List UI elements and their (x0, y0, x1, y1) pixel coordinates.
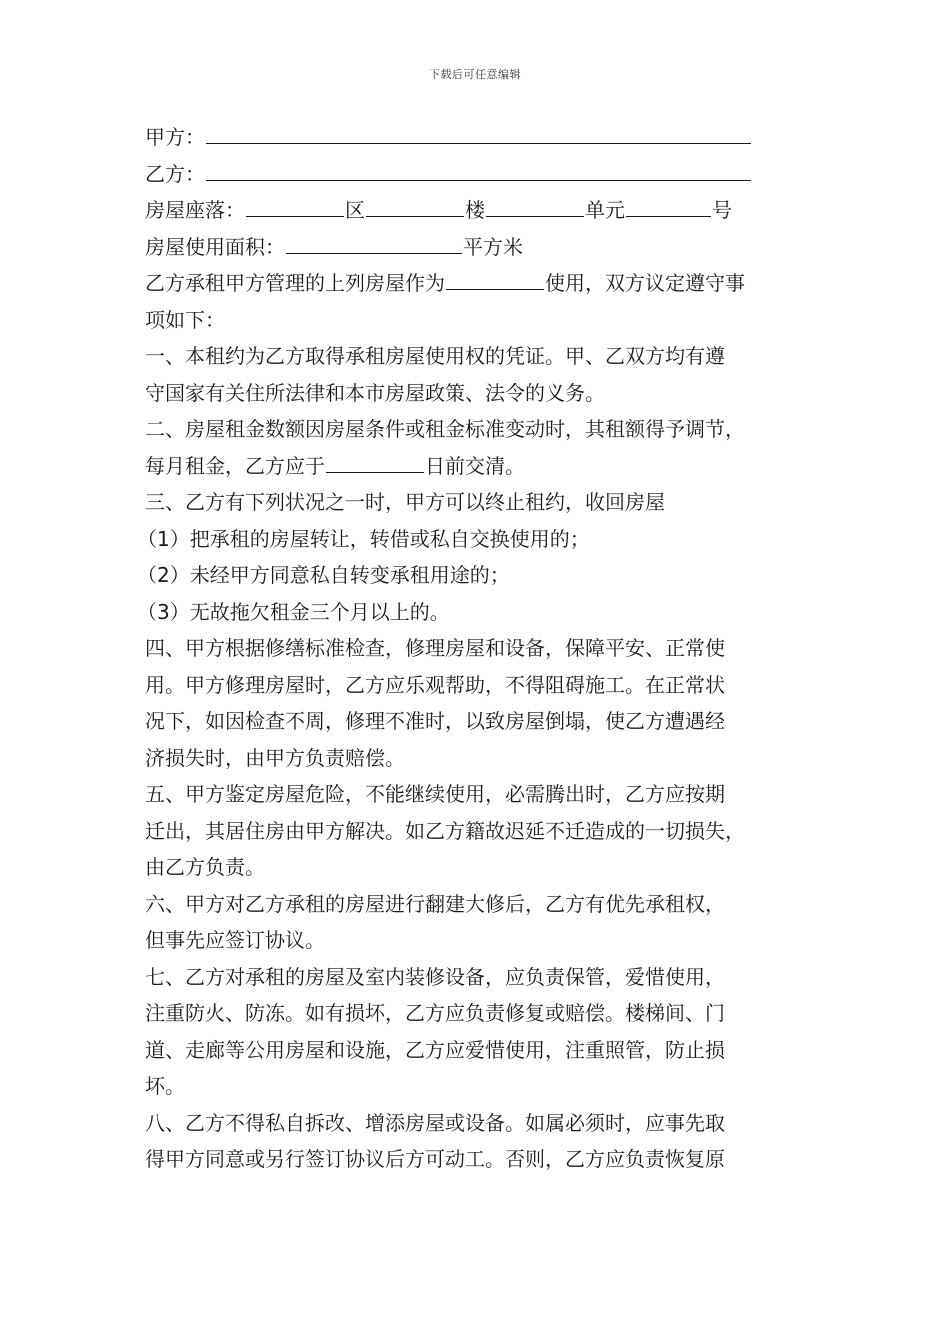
clause-7-line-1: 七、乙方对承租的房屋及室内装修设备，应负责保管，爱惜使用， (145, 964, 725, 989)
clause-5-line-3: 由乙方负责。 (145, 855, 265, 879)
contract-body (137, 119, 825, 1178)
clause-2-line-1: 二、房屋租金数额因房屋条件或租金标准变动时，其租额得予调节， (145, 417, 745, 441)
rent-text-a: 每月租金，乙方应于 (145, 453, 325, 478)
building-label: 楼 (465, 198, 485, 222)
area-unit: 平方米 (463, 234, 523, 259)
clause-3-item-2: （2）未经甲方同意私自转变承租用途的； (137, 563, 510, 587)
clause-3-item-1: （1）把承租的房屋转让，转借或私自交换使用的； (137, 526, 590, 551)
usage-blank[interactable] (446, 265, 544, 290)
location-label: 房屋座落： (145, 198, 245, 222)
clause-7-line-4: 坏。 (145, 1074, 185, 1098)
rent-date-blank[interactable] (326, 448, 424, 473)
text-line: 项如下： (145, 307, 225, 332)
party-b-label: 乙方： (145, 161, 205, 186)
area-blank[interactable] (286, 229, 462, 254)
clause-5-line-2: 迁出，其居住房由甲方解决。如乙方籍故迟延不迁造成的一切损失， (145, 818, 745, 843)
party-b-line (145, 156, 825, 193)
clause-1-line-2: 守国家有关住所法律和本市房屋政策、法令的义务。 (145, 380, 605, 405)
building-blank[interactable] (366, 192, 464, 217)
usage-text-b: 使用，双方议定遵守事 (545, 271, 745, 295)
clause-3-item-3: （3）无故拖欠租金三个月以上的。 (137, 599, 450, 624)
unit-blank[interactable] (486, 192, 584, 217)
clause-1-line-1: 一、本租约为乙方取得承租房屋使用权的凭证。甲、乙双方均有遵 (145, 344, 725, 368)
party-a-line (145, 119, 825, 156)
area-label: 房屋使用面积： (145, 234, 285, 259)
location-line (145, 192, 825, 229)
clause-2-line-2 (145, 448, 825, 485)
number-label: 号 (712, 198, 732, 222)
clause-8-line-1: 八、乙方不得私自拆改、增添房屋或设备。如属必须时，应事先取 (145, 1110, 725, 1135)
clause-5-line-1: 五、甲方鉴定房屋危险，不能继续使用，必需腾出时，乙方应按期 (145, 782, 725, 806)
clause-4-line-3: 况下，如因检查不周，修理不准时，以致房屋倒塌，使乙方遭遇经 (145, 709, 725, 733)
rent-text-b: 日前交清。 (425, 453, 525, 478)
clause-8-line-2: 得甲方同意或另行签订协议后方可动工。否则，乙方应负责恢复原 (145, 1147, 725, 1171)
clause-6-line-2: 但事先应签订协议。 (145, 928, 325, 952)
clause-7-line-3: 道、走廊等公用房屋和设施，乙方应爱惜使用，注重照管，防止损 (145, 1037, 725, 1062)
party-a-blank[interactable] (206, 119, 751, 144)
clause-4-line-1: 四、甲方根据修缮标准检查，修理房屋和设备，保障平安、正常使 (145, 636, 725, 660)
number-blank[interactable] (626, 192, 711, 217)
clause-4-line-4: 济损失时，由甲方负责赔偿。 (145, 745, 405, 770)
usage-line (145, 265, 825, 302)
clause-4-line-2: 用。甲方修理房屋时，乙方应乐观帮助，不得阻碍施工。在正常状 (145, 672, 725, 697)
unit-label: 单元 (585, 198, 625, 222)
clause-3-line-1: 三、乙方有下列状况之一时，甲方可以终止租约，收回房屋 (145, 490, 665, 514)
district-label: 区 (345, 198, 365, 222)
usage-text-a: 乙方承租甲方管理的上列房屋作为 (145, 271, 445, 295)
area-line (145, 229, 825, 266)
clause-7-line-2: 注重防火、防冻。如有损坏，乙方应负责修复或赔偿。楼梯间、门 (145, 1001, 725, 1025)
clause-6-line-1: 六、甲方对乙方承租的房屋进行翻建大修后，乙方有优先承租权， (145, 891, 725, 916)
district-blank[interactable] (246, 192, 344, 217)
page-header: 下载后可任意编辑 (429, 68, 521, 81)
party-a-label: 甲方： (145, 125, 205, 149)
party-b-blank[interactable] (206, 156, 751, 181)
